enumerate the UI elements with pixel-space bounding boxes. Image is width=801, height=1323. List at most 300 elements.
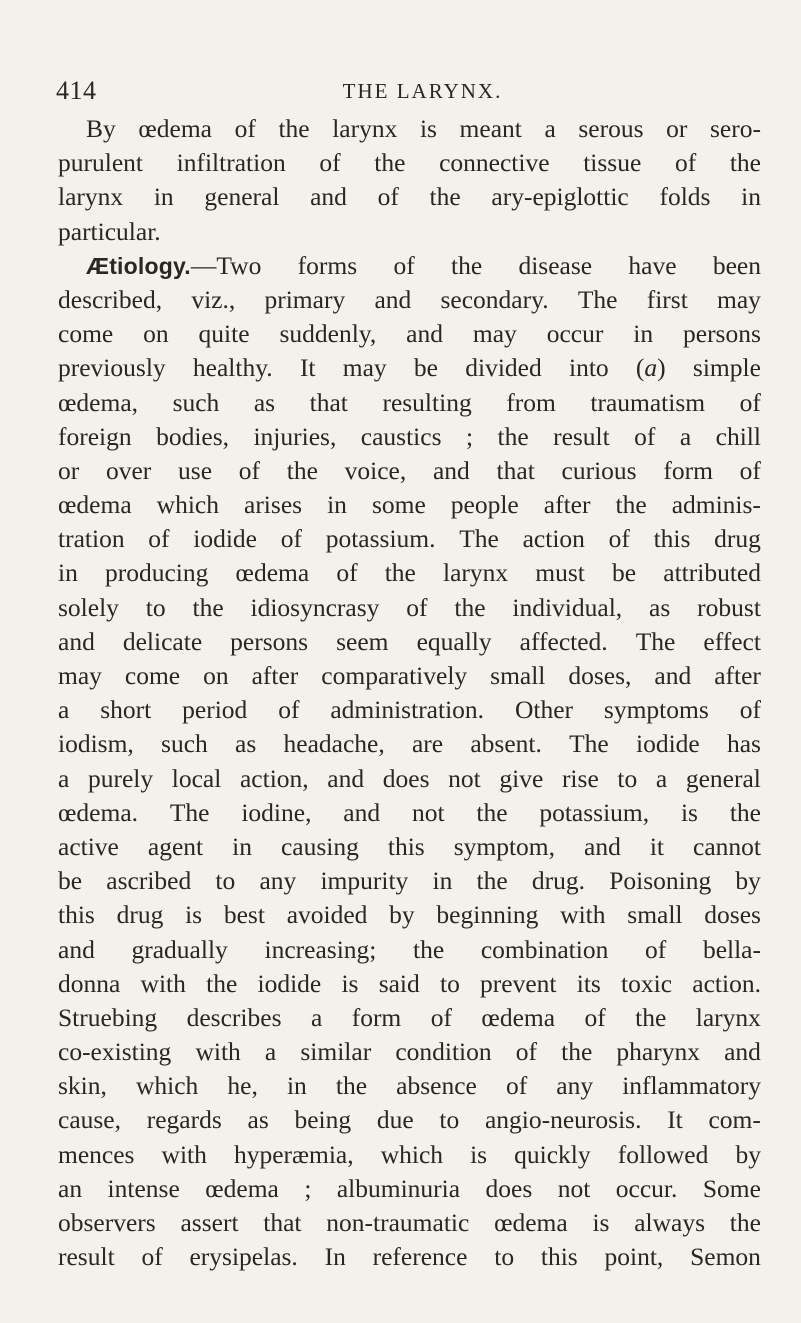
- word: action,: [239, 763, 309, 793]
- word: the: [476, 797, 508, 827]
- word: observers: [58, 1208, 156, 1237]
- word: to: [215, 866, 236, 896]
- word: œdema: [481, 1002, 556, 1032]
- word: is: [680, 797, 698, 827]
- word: of: [406, 592, 428, 622]
- word: traumatism: [590, 387, 706, 417]
- word: some: [371, 490, 426, 520]
- word: to: [439, 1105, 460, 1135]
- word: viz.,: [191, 284, 236, 314]
- word: from: [506, 387, 556, 417]
- word: be: [58, 866, 83, 896]
- section-heading: Ætiology.: [86, 252, 191, 279]
- word: potassium.: [325, 524, 436, 554]
- word: may: [472, 319, 517, 349]
- word: and: [327, 763, 365, 793]
- word: erysipelas.: [189, 1242, 298, 1272]
- word: in: [232, 831, 252, 861]
- word: is: [341, 968, 359, 998]
- word: bella-: [702, 934, 761, 964]
- word: the: [615, 490, 647, 520]
- word: ascribed: [106, 866, 192, 896]
- word: on: [143, 319, 169, 349]
- word: Poisoning: [609, 866, 712, 896]
- word: does: [382, 763, 430, 793]
- word: to: [494, 1242, 515, 1272]
- word: may: [58, 661, 102, 690]
- word: the: [635, 1002, 667, 1032]
- word: comparatively: [321, 661, 468, 690]
- word: come: [58, 319, 114, 349]
- word: ;: [304, 1173, 312, 1203]
- word: such: [161, 729, 208, 759]
- word: increasing;: [264, 934, 377, 964]
- word: the: [335, 1071, 368, 1101]
- word: drug: [116, 900, 164, 930]
- word: active: [58, 831, 119, 861]
- word: point,: [604, 1242, 664, 1272]
- word: primary: [264, 284, 346, 314]
- word: It: [299, 353, 316, 383]
- word: serous: [578, 114, 644, 143]
- word: due: [376, 1105, 414, 1135]
- word: curious: [561, 455, 637, 485]
- word: individual,: [512, 592, 623, 622]
- word: œdema: [58, 490, 132, 520]
- word: reference: [372, 1242, 468, 1272]
- word: attributed: [663, 558, 761, 588]
- text-line: [58, 659, 761, 693]
- word: larynx: [443, 558, 509, 588]
- word: be: [612, 558, 637, 588]
- word: skin,: [58, 1071, 107, 1101]
- word: Some: [702, 1173, 761, 1203]
- word: delicate: [122, 626, 203, 656]
- word: has: [726, 729, 761, 759]
- word: drug.: [531, 866, 585, 896]
- word: connective: [439, 148, 550, 178]
- word: action: [522, 524, 585, 554]
- word: may: [342, 353, 387, 383]
- word: of: [278, 695, 300, 725]
- word: with: [161, 1139, 207, 1169]
- word: of: [739, 387, 761, 417]
- word: healthy.: [192, 353, 273, 383]
- word: the: [286, 455, 318, 485]
- word: of: [608, 524, 630, 554]
- text-line: [58, 1240, 761, 1274]
- word: combination: [480, 934, 609, 964]
- word: voice,: [344, 455, 407, 485]
- word: cause,: [58, 1105, 122, 1135]
- word: that: [496, 455, 535, 485]
- text-line: [58, 762, 761, 796]
- word: angio-neurosis.: [484, 1105, 642, 1135]
- word: iodide: [636, 729, 700, 759]
- word: ;: [465, 421, 474, 451]
- word: said: [378, 968, 420, 998]
- word: The: [569, 729, 609, 759]
- word: this: [540, 1242, 578, 1272]
- word: the: [729, 1208, 761, 1237]
- word: assert: [180, 1208, 239, 1237]
- word: the: [450, 250, 483, 280]
- word: of: [141, 1242, 163, 1272]
- word: suddenly,: [279, 319, 377, 349]
- word: is: [419, 114, 437, 143]
- word: he,: [227, 1071, 258, 1101]
- word: condition: [395, 1037, 492, 1067]
- word: the: [429, 182, 461, 212]
- word: small: [490, 661, 546, 690]
- word: in: [327, 490, 347, 520]
- word: cannot: [693, 831, 761, 861]
- word: bodies,: [156, 421, 230, 451]
- word: of: [584, 1002, 606, 1032]
- word: regards: [146, 1105, 222, 1135]
- word: result: [58, 1242, 115, 1272]
- word: followed: [617, 1139, 709, 1169]
- word: to: [145, 592, 166, 622]
- word: after: [251, 661, 299, 690]
- word: larynx: [332, 114, 398, 143]
- word: on: [203, 661, 229, 690]
- word: headache,: [283, 729, 385, 759]
- text-line: [58, 386, 761, 420]
- word: of: [234, 114, 256, 143]
- word: potassium,: [539, 797, 650, 827]
- word: general: [685, 763, 761, 793]
- word: and: [310, 182, 347, 212]
- word: The: [635, 626, 676, 656]
- text-line: [58, 967, 761, 1001]
- word: iodine,: [241, 797, 312, 827]
- word: causing: [280, 831, 359, 861]
- word: iodide: [257, 968, 322, 998]
- word: that: [263, 1208, 302, 1237]
- running-title: THE LARYNX.: [342, 79, 503, 103]
- word: effect: [703, 626, 761, 656]
- word: general: [204, 182, 280, 212]
- word: occur.: [615, 1173, 678, 1203]
- word: period: [182, 695, 248, 725]
- word: the: [497, 421, 529, 451]
- word: meant: [459, 114, 522, 143]
- word: and: [58, 934, 95, 964]
- word: the: [561, 1037, 593, 1067]
- text-line: [58, 933, 761, 967]
- italic-letter: a: [644, 353, 658, 383]
- text-line: [58, 625, 761, 659]
- word: does: [485, 1173, 533, 1203]
- word: the: [729, 148, 761, 178]
- word: or: [58, 455, 80, 485]
- word: seem: [336, 626, 389, 656]
- word: local: [171, 763, 222, 793]
- word: of: [148, 524, 170, 554]
- word: after: [714, 661, 761, 690]
- word: absence: [396, 1071, 477, 1101]
- word: larynx: [695, 1002, 761, 1032]
- word: doses,: [568, 661, 632, 690]
- word: by: [735, 866, 761, 896]
- word: purulent: [58, 148, 143, 178]
- word: mences: [58, 1139, 135, 1169]
- word: people: [450, 490, 519, 520]
- word: pharynx: [616, 1037, 700, 1067]
- word: symptoms: [603, 695, 709, 725]
- word: secondary.: [440, 284, 549, 314]
- word: disease: [518, 250, 593, 280]
- word: infiltration: [176, 148, 286, 178]
- word: com-: [708, 1105, 761, 1135]
- word: of: [739, 455, 761, 485]
- word: œdema: [494, 1208, 568, 1237]
- word: with: [140, 968, 186, 998]
- word: iodide: [193, 524, 258, 554]
- word: result: [553, 421, 610, 451]
- word: the: [374, 148, 406, 178]
- word: are: [411, 729, 444, 759]
- body-text: [58, 112, 761, 1274]
- text-line: [58, 1001, 761, 1035]
- word: and: [58, 626, 95, 656]
- word: a: [58, 695, 70, 725]
- text-line: [58, 1035, 761, 1069]
- word: is: [185, 900, 203, 930]
- word: The: [459, 524, 499, 554]
- word: which: [380, 1139, 444, 1169]
- word: forms: [297, 250, 358, 280]
- word: larynx: [58, 182, 124, 212]
- word: of: [319, 148, 341, 178]
- word: as: [235, 729, 257, 759]
- word: and: [406, 319, 443, 349]
- word: and: [343, 797, 381, 827]
- word: such: [172, 387, 220, 417]
- word: œdema: [205, 1173, 279, 1203]
- word: avoided: [286, 900, 368, 930]
- text-line: [58, 215, 761, 249]
- word: best: [223, 900, 265, 930]
- word: œdema: [235, 558, 310, 588]
- word: toxic: [621, 968, 673, 998]
- word: this: [58, 900, 95, 930]
- text-line: [58, 1206, 761, 1240]
- word: folds: [659, 182, 711, 212]
- word: as: [649, 592, 671, 622]
- word: persons: [230, 626, 309, 656]
- word: a: [264, 1037, 277, 1067]
- word: and: [374, 284, 412, 314]
- word: use: [178, 455, 213, 485]
- word: of: [515, 1037, 538, 1067]
- word: of: [645, 934, 667, 964]
- text-line: [58, 864, 761, 898]
- word: be: [413, 353, 438, 383]
- word: over: [105, 455, 152, 485]
- word: producing: [104, 558, 209, 588]
- page-number: 414: [56, 76, 97, 105]
- word: non-traumatic: [326, 1208, 470, 1237]
- word: of: [393, 250, 415, 280]
- word: in: [633, 319, 654, 349]
- word: inflammatory: [622, 1071, 761, 1101]
- word: that: [309, 387, 348, 417]
- word: hyperæmia,: [233, 1139, 354, 1169]
- word: being: [294, 1105, 352, 1135]
- word: of: [505, 1071, 528, 1101]
- word: adminis-: [671, 490, 761, 520]
- word: drug: [714, 524, 761, 554]
- text-line: [58, 591, 761, 625]
- word: symptom,: [453, 831, 556, 861]
- word: the: [192, 592, 224, 622]
- word: a: [679, 421, 692, 451]
- word: this: [653, 524, 691, 554]
- word: which: [135, 1071, 199, 1101]
- word: resulting: [382, 387, 472, 417]
- word: purely: [87, 763, 154, 793]
- word: in: [432, 866, 453, 896]
- word: agent: [147, 831, 204, 861]
- word: Other: [514, 695, 574, 725]
- word: previously: [58, 353, 166, 383]
- word: quite: [198, 319, 250, 349]
- word: is: [592, 1208, 610, 1237]
- word: beginning: [436, 900, 539, 930]
- word: short: [100, 695, 152, 725]
- word: a: [310, 1002, 323, 1032]
- word: of: [377, 182, 399, 212]
- word: into: [569, 353, 609, 383]
- word: absent.: [470, 729, 542, 759]
- word: an: [58, 1173, 83, 1203]
- word: action.: [692, 968, 761, 998]
- word: or: [666, 114, 688, 143]
- word: quickly: [514, 1139, 591, 1169]
- text-line: [58, 1138, 761, 1172]
- word: any: [556, 1071, 594, 1101]
- word: In: [324, 1242, 346, 1272]
- word: administration.: [330, 695, 485, 725]
- word: must: [535, 558, 585, 588]
- word: caustics: [360, 421, 442, 451]
- word: as: [247, 1105, 269, 1135]
- word: By: [86, 114, 116, 143]
- word: have: [628, 250, 677, 280]
- word: always: [634, 1208, 706, 1237]
- word: injuries,: [253, 421, 337, 451]
- word: Semon: [690, 1242, 761, 1272]
- word: Struebing: [58, 1002, 158, 1032]
- word: simple: [692, 353, 761, 383]
- word: and: [432, 455, 470, 485]
- word: iodism,: [58, 729, 134, 759]
- text-line: [58, 488, 761, 522]
- word: (a): [636, 351, 666, 385]
- word: this: [387, 831, 425, 861]
- word: the: [729, 797, 761, 827]
- text-line: [58, 249, 761, 283]
- word: persons: [683, 319, 761, 349]
- text-line: [58, 351, 761, 385]
- word: give: [499, 763, 544, 793]
- word: by: [735, 1139, 761, 1169]
- word: affected.: [519, 626, 608, 656]
- word: in: [741, 182, 761, 212]
- word: divided: [465, 353, 542, 383]
- word: the: [206, 968, 238, 998]
- word: co-existing: [58, 1037, 172, 1067]
- text-line: [58, 830, 761, 864]
- word: similar: [300, 1037, 372, 1067]
- word: first: [646, 284, 688, 314]
- word: tration: [58, 524, 125, 554]
- word: to: [617, 763, 638, 793]
- word: foreign: [58, 421, 132, 451]
- word: any: [259, 866, 297, 896]
- word: not: [557, 1173, 591, 1203]
- word: of: [634, 421, 656, 451]
- word: idiosyncrasy: [250, 592, 380, 622]
- word: and: [654, 661, 692, 690]
- word: The: [169, 797, 210, 827]
- word: after: [543, 490, 591, 520]
- word: œdema: [138, 114, 212, 143]
- word: described,: [58, 284, 163, 314]
- word: with: [195, 1037, 241, 1067]
- word: is: [470, 1139, 488, 1169]
- text-line: [58, 180, 761, 214]
- word: It: [667, 1105, 683, 1135]
- word: a: [58, 763, 70, 793]
- word: prevent: [480, 968, 557, 998]
- text-line: [58, 317, 761, 351]
- word: solely: [58, 592, 119, 622]
- word: come: [124, 661, 181, 690]
- word: intense: [107, 1173, 180, 1203]
- word: rise: [561, 763, 599, 793]
- word: œdema.: [58, 797, 139, 827]
- word: of: [336, 558, 358, 588]
- word: œdema,: [58, 387, 139, 417]
- word: of: [739, 695, 761, 725]
- word: of: [238, 455, 261, 485]
- word: been: [712, 250, 761, 280]
- word: in: [153, 182, 174, 212]
- word: sero-: [709, 114, 761, 143]
- word: to: [439, 968, 460, 998]
- word: occur: [546, 319, 604, 349]
- word: its: [576, 968, 601, 998]
- word: not: [448, 763, 481, 793]
- text-line: [58, 420, 761, 454]
- word: donna: [58, 968, 121, 998]
- word: the: [413, 934, 445, 964]
- word: not: [411, 797, 445, 827]
- text-line: [58, 898, 761, 932]
- text-line: [58, 796, 761, 830]
- text-line: [58, 112, 761, 146]
- word: the: [454, 592, 486, 622]
- word: as: [253, 387, 276, 417]
- text-line: [58, 283, 761, 317]
- word: of: [430, 1002, 452, 1032]
- word: of: [674, 148, 697, 178]
- word: small: [627, 900, 683, 930]
- word: which: [156, 490, 219, 520]
